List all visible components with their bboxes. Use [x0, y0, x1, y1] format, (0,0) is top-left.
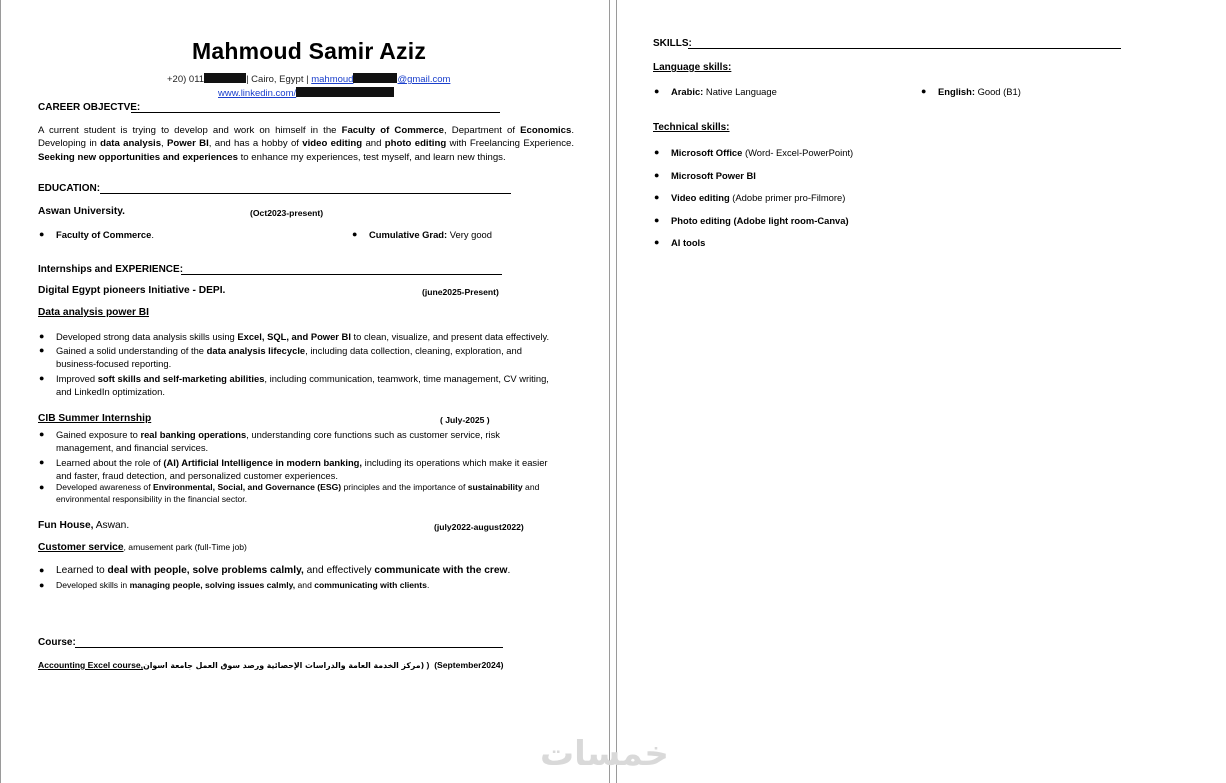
list-item: ● Developed awareness of Environmental, Social, and Governance (ESG) principles and the importance of sustainability and environmental responsibility in the financial sector. [39, 482, 540, 504]
list-item: ● Arabic: Native Language [654, 86, 777, 97]
course-heading: Course: [38, 637, 76, 648]
course-name: Accounting Excel course, [38, 660, 144, 670]
resume-name: Mahmoud Samir Aziz [192, 38, 427, 64]
course-date: (September2024) [434, 660, 504, 670]
document-page-left [0, 0, 609, 783]
education-heading: EDUCATION: [38, 183, 101, 194]
list-item: ● English: Good (B1) [921, 86, 1021, 97]
funhouse-role: Customer service, amusement park (full-Time job) [38, 542, 247, 553]
list-item: ● Developed skills in managing people, solving issues calmly, and communicating with clients. [39, 580, 430, 590]
education-dates: (Oct2023-present) [250, 208, 324, 218]
university-name: Aswan University. [38, 206, 126, 217]
list-item: ● Learned about the role of (AI) Artificial Intelligence in modern banking, including its operations which make it easier and faster, fraud detection, and personalized customer experiences. [39, 457, 548, 481]
phone-number: +20) 011 [167, 74, 205, 85]
skills-heading: SKILLS: [653, 38, 692, 49]
heading-underline [181, 274, 502, 275]
depi-dates: (june2025-Present) [422, 287, 499, 297]
linkedin-link[interactable]: www.linkedin.com/ [218, 88, 297, 99]
list-item: ● Microsoft Office (Word- Excel-PowerPoint) [654, 147, 854, 158]
career-objective-text: A current student is trying to develop and work on himself in the Faculty of Commerce, Department of Economics. Developing in data analysis, Power BI, and has a hobby of video editing and photo editing with Freelancing Experience. Seeking new opportunities and experiences to enhance my experiences, test myself, and learn new things. [38, 125, 574, 163]
document-page-right [617, 0, 1226, 783]
list-item: ● Photo editing (Adobe light room-Canva) [654, 215, 849, 226]
experience-heading: Internships and EXPERIENCE: [38, 264, 184, 275]
page-gap [609, 0, 617, 783]
list-item: ● Cumulative Grad: Very good [352, 229, 492, 240]
list-item: ● Microsoft Power BI [654, 170, 756, 181]
contact-line [167, 73, 450, 85]
heading-underline [75, 647, 503, 648]
watermark-logo: خمسات [540, 734, 669, 774]
redacted-block [204, 73, 246, 83]
list-item: ● Improved soft skills and self-marketing abilities, including communication, teamwork, time management, CV writing, and LinkedIn optimization. [39, 373, 549, 397]
list-item: ● Faculty of Commerce. [39, 229, 154, 240]
cib-title: CIB Summer Internship [38, 413, 152, 424]
list-item: ● Gained exposure to real banking operations, understanding core functions such as customer service, risk management, and financial services. [39, 429, 500, 453]
list-item: ● AI tools [654, 237, 706, 248]
linkedin-line [218, 87, 394, 99]
list-item: ● Gained a solid understanding of the data analysis lifecycle, including data collection, cleaning, exploration, and business-focused reporting. [39, 345, 522, 369]
career-objective-heading: CAREER OBJECTVE: [38, 102, 141, 113]
heading-underline [100, 193, 511, 194]
funhouse-title: Fun House, Aswan. [38, 520, 130, 531]
location: | Cairo, Egypt | [246, 74, 309, 85]
redacted-block [353, 73, 397, 83]
redacted-block [296, 87, 394, 97]
language-skills-heading: Language skills: [653, 62, 732, 73]
list-item: ● Learned to deal with people, solve problems calmly, and effectively communicate with the crew. [39, 565, 511, 576]
heading-underline [131, 112, 500, 113]
course-line: Accounting Excel course,(مركز الخدمة العامة والدراسات الإحصائية ورصد سوق العمل جامعة اسوان ) (September2024) [38, 660, 504, 670]
depi-title: Digital Egypt pioneers Initiative - DEPI. [38, 285, 226, 296]
funhouse-dates: (july2022-august2022) [434, 522, 524, 532]
list-item: ● Video editing (Adobe primer pro-Filmore) [654, 192, 846, 203]
heading-underline [688, 48, 1121, 49]
depi-role: Data analysis power BI [38, 307, 149, 318]
course-provider: (مركز الخدمة العامة والدراسات الإحصائية ورصد سوق العمل جامعة اسوان [143, 661, 425, 670]
email-link[interactable]: mahmoud @gmail.com [311, 74, 451, 85]
list-item: ● Developed strong data analysis skills using Excel, SQL, and Power BI to clean, visualize, and present data effectively. [39, 331, 550, 342]
cib-dates: ( July-2025 ) [440, 415, 490, 425]
technical-skills-heading: Technical skills: [653, 122, 730, 133]
